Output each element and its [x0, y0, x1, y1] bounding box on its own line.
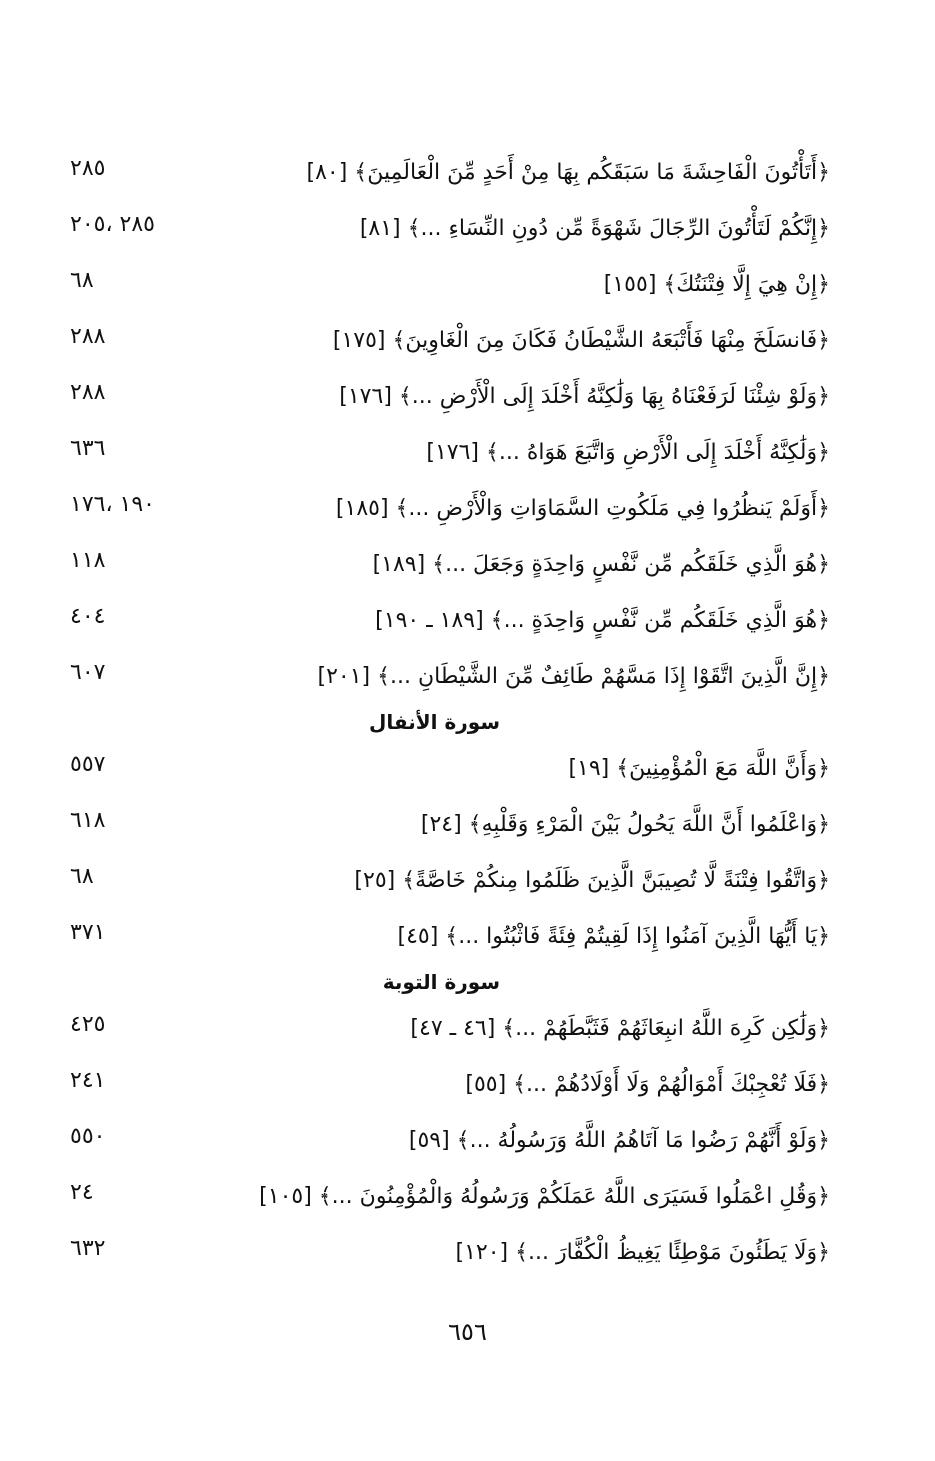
verse-text: ﴿وَلَوْ أَنَّهُمْ رَضُوا مَا آتَاهُمُ اللَّهُ وَرَسُولُهُ ...﴾ [٥٩] [408, 1128, 830, 1153]
index-row [70, 318, 830, 374]
page-reference: ٢٨٥ [70, 156, 106, 181]
page-reference: ٢٨٥ ،٢٠٥ [70, 212, 155, 237]
index-row [70, 542, 830, 598]
page-reference: ٦٣٦ [70, 436, 106, 461]
surah-heading-text: سورة التوبة [382, 970, 500, 994]
verse-text: ﴿أَتَأْتُونَ الْفَاحِشَةَ مَا سَبَقَكُم بِهَا مِنْ أَحَدٍ مِّنَ الْعَالَمِينَ﴾ [٨٠] [306, 160, 830, 185]
index-row [70, 1174, 830, 1230]
page-reference: ٤٠٤ [70, 604, 106, 629]
index-row [70, 1062, 830, 1118]
verse-text: ﴿فَلَا تُعْجِبْكَ أَمْوَالُهُمْ وَلَا أَوْلَادُهُمْ ...﴾ [٥٥] [465, 1072, 830, 1097]
page-reference: ٦٣٢ [70, 1236, 106, 1261]
verse-text: ﴿إِنَّ الَّذِينَ اتَّقَوْا إِذَا مَسَّهُمْ طَائِفٌ مِّنَ الشَّيْطَانِ ...﴾ [٢٠١] [317, 664, 830, 689]
verse-text: ﴿وَلَٰكِنَّهُ أَخْلَدَ إِلَى الْأَرْضِ وَاتَّبَعَ هَوَاهُ ...﴾ [١٧٦] [426, 440, 830, 465]
page-reference: ٢٨٨ [70, 324, 106, 349]
page-reference: ٦٠٧ [70, 660, 106, 685]
verse-text: ﴿هُوَ الَّذِي خَلَقَكُم مِّن نَّفْسٍ وَاحِدَةٍ وَجَعَلَ ...﴾ [١٨٩] [372, 552, 830, 577]
verse-text: ﴿إِنْ هِيَ إِلَّا فِتْنَتُكَ﴾ [١٥٥] [603, 272, 830, 297]
verse-text: ﴿إِنَّكُمْ لَتَأْتُونَ الرِّجَالَ شَهْوَةً مِّن دُونِ النِّسَاءِ ...﴾ [٨١] [359, 216, 830, 241]
verse-text: ﴿وَلَا يَطَئُونَ مَوْطِئًا يَغِيظُ الْكُفَّارَ ...﴾ [١٢٠] [455, 1240, 830, 1265]
index-row [70, 150, 830, 206]
page-reference: ٢٨٨ [70, 380, 106, 405]
verse-text: ﴿فَانسَلَخَ مِنْهَا فَأَتْبَعَهُ الشَّيْطَانُ فَكَانَ مِنَ الْغَاوِينَ﴾ [١٧٥] [332, 328, 830, 353]
index-row [70, 914, 830, 966]
page-reference: ٥٥٠ [70, 1124, 106, 1149]
index-row [70, 206, 830, 262]
index-row [70, 1230, 830, 1286]
index-row [70, 262, 830, 318]
index-row [70, 486, 830, 542]
verse-text: ﴿وَقُلِ اعْمَلُوا فَسَيَرَى اللَّهُ عَمَلَكُمْ وَرَسُولُهُ وَالْمُؤْمِنُونَ ...﴾ [١٠٥] [259, 1184, 830, 1209]
verse-text: ﴿وَاتَّقُوا فِتْنَةً لَّا تُصِيبَنَّ الَّذِينَ ظَلَمُوا مِنكُمْ خَاصَّةً﴾ [٢٥] [354, 868, 830, 893]
page-reference: ٣٧١ [70, 920, 106, 945]
index-row [70, 430, 830, 486]
verse-index-list [70, 150, 830, 1286]
index-row [70, 802, 830, 858]
verse-text: ﴿وَاعْلَمُوا أَنَّ اللَّهَ يَحُولُ بَيْنَ الْمَرْءِ وَقَلْبِهِ﴾ [٢٤] [420, 812, 830, 837]
page-reference: ١١٨ [70, 548, 106, 573]
page-reference: ٤٢٥ [70, 1012, 106, 1037]
page-reference: ٢٤١ [70, 1068, 106, 1093]
surah-heading-tawba [70, 966, 830, 1006]
index-row [70, 858, 830, 914]
index-row [70, 654, 830, 706]
index-row [70, 374, 830, 430]
page-reference: ٦١٨ [70, 808, 106, 833]
index-row [70, 746, 830, 802]
verse-text: ﴿وَأَنَّ اللَّهَ مَعَ الْمُؤْمِنِينَ﴾ [١٩] [568, 756, 830, 781]
index-row [70, 598, 830, 654]
surah-heading-anfal [70, 706, 830, 746]
verse-text: ﴿وَلَٰكِن كَرِهَ اللَّهُ انبِعَاثَهُمْ فَثَبَّطَهُمْ ...﴾ [٤٦ ـ ٤٧] [410, 1016, 830, 1041]
index-row [70, 1006, 830, 1062]
page-reference: ٥٥٧ [70, 752, 106, 777]
page-reference: ١٩٠ ،١٧٦ [70, 492, 155, 517]
verse-text: ﴿هُوَ الَّذِي خَلَقَكُم مِّن نَّفْسٍ وَاحِدَةٍ ...﴾ [١٨٩ ـ ١٩٠] [375, 608, 830, 633]
page-number: ٦٥٦ [448, 1318, 487, 1346]
index-row [70, 1118, 830, 1174]
page-reference: ٦٨ [70, 864, 94, 889]
verse-text: ﴿يَا أَيُّهَا الَّذِينَ آمَنُوا إِذَا لَقِيتُمْ فِئَةً فَاثْبُتُوا ...﴾ [٤٥] [397, 924, 830, 949]
verse-text: ﴿وَلَوْ شِئْنَا لَرَفَعْنَاهُ بِهَا وَلَٰكِنَّهُ أَخْلَدَ إِلَى الْأَرْضِ ...﴾ [١٧٦] [339, 384, 830, 409]
page-reference: ٦٨ [70, 268, 94, 293]
surah-heading-text: سورة الأنفال [368, 710, 500, 734]
verse-text: ﴿أَوَلَمْ يَنظُرُوا فِي مَلَكُوتِ السَّمَاوَاتِ وَالْأَرْضِ ...﴾ [١٨٥] [335, 496, 830, 521]
page-reference: ٢٤ [70, 1180, 94, 1205]
